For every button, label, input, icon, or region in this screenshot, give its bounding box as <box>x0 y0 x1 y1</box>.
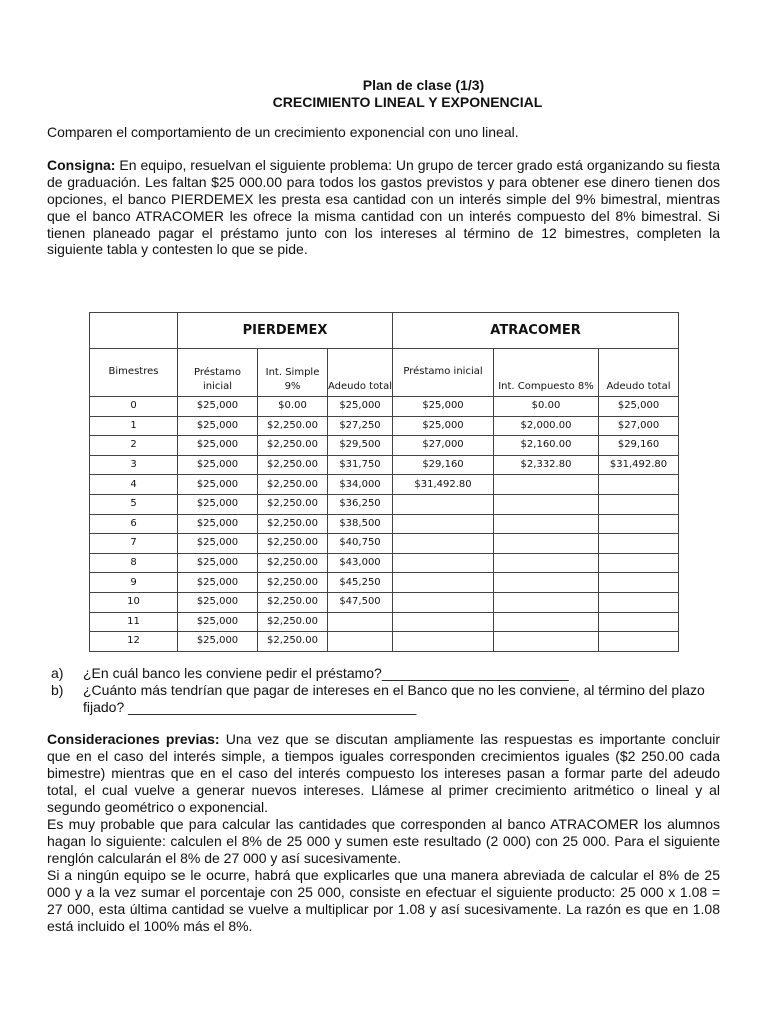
cell-prestamo-pierdemex: $25,000 <box>178 534 258 554</box>
bank-pierdemex-header: PIERDEMEX <box>178 313 393 349</box>
col-prestamo-pierdemex: Préstamo inicial <box>178 349 258 397</box>
consideraciones-text-1: Una vez que se discutan ampliamente las respuestas es importante concluir que en el caso del interés simple, a tiempos iguales corresponden crecimientos iguales ($2 250.00 cada bimestre) mientras que en el caso del interés compuesto los intereses pasan a formar parte del adeudo total, el cual vuelve a generar nuevos intereses. Llámese al primer crecimiento aritmético o lineal y al segundo geométrico o exponencial. <box>47 731 721 815</box>
cell-adeudo-atracomer <box>599 553 679 573</box>
cell-bimestre: 7 <box>90 534 178 554</box>
cell-adeudo-pierdemex <box>328 612 393 632</box>
cell-bimestre: 4 <box>90 475 178 495</box>
cell-interes-simple: $2,250.00 <box>258 632 328 652</box>
consideraciones-section <box>47 731 720 935</box>
table-body <box>90 397 679 652</box>
cell-interes-simple: $0.00 <box>258 397 328 417</box>
consigna-text: En equipo, resuelvan el siguiente problema: Un grupo de tercer grado está organizando su fiesta de graduación. Les faltan $25 000.00 para todos los gastos previstos y para obtener ese dinero tienen dos opciones, el banco PIERDEMEX les presta esa cantidad con un interés simple del 9% bimestral, mientras que el banco ATRACOMER les ofrece la misma cantidad con un interés compuesto del 8% bimestral. Si tienen planeado pagar el préstamo junto con los intereses al término de 12 bimestres, completen la siguiente tabla y contesten lo que se pide. <box>47 156 721 258</box>
cell-adeudo-pierdemex: $40,750 <box>328 534 393 554</box>
table-row <box>90 436 679 456</box>
cell-adeudo-pierdemex: $36,250 <box>328 494 393 514</box>
cell-interes-compuesto <box>494 534 599 554</box>
cell-adeudo-pierdemex: $27,250 <box>328 416 393 436</box>
cell-bimestre: 3 <box>90 455 178 475</box>
cell-prestamo-pierdemex: $25,000 <box>178 632 258 652</box>
cell-bimestre: 5 <box>90 494 178 514</box>
cell-interes-compuesto: $2,332.80 <box>494 455 599 475</box>
cell-interes-simple: $2,250.00 <box>258 573 328 593</box>
cell-prestamo-pierdemex: $25,000 <box>178 573 258 593</box>
cell-prestamo-pierdemex: $25,000 <box>178 397 258 417</box>
cell-prestamo-atracomer <box>393 553 494 573</box>
cell-interes-compuesto: $0.00 <box>494 397 599 417</box>
cell-adeudo-atracomer <box>599 475 679 495</box>
cell-interes-compuesto: $2,160.00 <box>494 436 599 456</box>
cell-interes-compuesto <box>494 553 599 573</box>
cell-bimestre: 0 <box>90 397 178 417</box>
cell-adeudo-atracomer <box>599 494 679 514</box>
cell-prestamo-pierdemex: $25,000 <box>178 455 258 475</box>
col-adeudo-atracomer: Adeudo total <box>599 349 679 397</box>
cell-interes-compuesto <box>494 632 599 652</box>
cell-bimestre: 6 <box>90 514 178 534</box>
cell-adeudo-atracomer <box>599 632 679 652</box>
cell-interes-simple: $2,250.00 <box>258 534 328 554</box>
cell-interes-compuesto <box>494 494 599 514</box>
table-row <box>90 494 679 514</box>
table-row <box>90 553 679 573</box>
cell-adeudo-pierdemex: $34,000 <box>328 475 393 495</box>
topic-title: CRECIMIENTO LINEAL Y EXPONENCIAL <box>272 94 543 110</box>
table-row <box>90 592 679 612</box>
bank-atracomer-header: ATRACOMER <box>393 313 679 349</box>
question-a <box>47 665 720 682</box>
cell-interes-compuesto <box>494 612 599 632</box>
cell-adeudo-atracomer: $29,160 <box>599 436 679 456</box>
cell-prestamo-atracomer <box>393 573 494 593</box>
cell-prestamo-pierdemex: $25,000 <box>178 612 258 632</box>
cell-interes-simple: $2,250.00 <box>258 475 328 495</box>
cell-prestamo-pierdemex: $25,000 <box>178 514 258 534</box>
table-row <box>90 514 679 534</box>
cell-bimestre: 11 <box>90 612 178 632</box>
col-adeudo-pierdemex: Adeudo total <box>328 349 393 397</box>
cell-bimestre: 1 <box>90 416 178 436</box>
cell-prestamo-atracomer <box>393 494 494 514</box>
cell-bimestre: 10 <box>90 592 178 612</box>
question-text: ¿En cuál banco les conviene pedir el préstamo?________________________ <box>83 665 569 681</box>
cell-prestamo-pierdemex: $25,000 <box>178 416 258 436</box>
cell-adeudo-atracomer: $25,000 <box>599 397 679 417</box>
col-prestamo-atracomer: Préstamo inicial <box>393 349 494 397</box>
cell-interes-compuesto <box>494 592 599 612</box>
table-row <box>90 534 679 554</box>
consideraciones-p2: Es muy probable que para calcular las cantidades que corresponden al banco ATRACOMER los alumnos hagan lo siguiente: calculen el 8% de 25 000 y sumen este resultado (2 000) con 25 000. Para el siguiente renglón calcularán el 8% de 27 000 y así sucesivamente. <box>47 816 720 866</box>
cell-adeudo-pierdemex: $43,000 <box>328 553 393 573</box>
cell-prestamo-pierdemex: $25,000 <box>178 436 258 456</box>
cell-interes-simple: $2,250.00 <box>258 514 328 534</box>
cell-interes-compuesto <box>494 514 599 534</box>
cell-interes-simple: $2,250.00 <box>258 612 328 632</box>
cell-bimestre: 8 <box>90 553 178 573</box>
cell-interes-simple: $2,250.00 <box>258 455 328 475</box>
table-row <box>90 632 679 652</box>
question-label: b) <box>51 682 64 698</box>
question-b <box>47 682 720 716</box>
cell-adeudo-pierdemex: $31,750 <box>328 455 393 475</box>
cell-interes-compuesto <box>494 475 599 495</box>
cell-prestamo-atracomer: $27,000 <box>393 436 494 456</box>
intro-paragraph: Comparen el comportamiento de un crecimiento exponencial con uno lineal. <box>47 124 519 140</box>
cell-interes-simple: $2,250.00 <box>258 436 328 456</box>
cell-adeudo-atracomer <box>599 612 679 632</box>
cell-adeudo-pierdemex: $45,250 <box>328 573 393 593</box>
cell-adeudo-atracomer <box>599 534 679 554</box>
cell-prestamo-pierdemex: $25,000 <box>178 494 258 514</box>
cell-prestamo-atracomer <box>393 592 494 612</box>
cell-prestamo-atracomer <box>393 632 494 652</box>
consideraciones-label: Consideraciones previas: <box>47 731 220 747</box>
table-row <box>90 573 679 593</box>
cell-adeudo-pierdemex: $38,500 <box>328 514 393 534</box>
cell-adeudo-pierdemex: $47,500 <box>328 592 393 612</box>
cell-adeudo-atracomer: $31,492.80 <box>599 455 679 475</box>
cell-prestamo-atracomer: $31,492.80 <box>393 475 494 495</box>
cell-adeudo-pierdemex: $25,000 <box>328 397 393 417</box>
consideraciones-p1 <box>47 731 720 816</box>
cell-interes-compuesto <box>494 573 599 593</box>
cell-adeudo-atracomer <box>599 514 679 534</box>
cell-interes-simple: $2,250.00 <box>258 494 328 514</box>
document-page <box>47 77 721 934</box>
col-interes-compuesto: Int. Compuesto 8% <box>494 349 599 397</box>
col-bimestres: Bimestres <box>90 349 178 397</box>
cell-prestamo-atracomer: $29,160 <box>393 455 494 475</box>
table-row <box>90 455 679 475</box>
blank-corner-cell <box>90 313 178 349</box>
cell-prestamo-atracomer <box>393 514 494 534</box>
cell-prestamo-pierdemex: $25,000 <box>178 592 258 612</box>
cell-adeudo-atracomer <box>599 592 679 612</box>
cell-interes-simple: $2,250.00 <box>258 416 328 436</box>
cell-adeudo-pierdemex <box>328 632 393 652</box>
cell-prestamo-atracomer <box>393 612 494 632</box>
table-row <box>90 475 679 495</box>
lesson-plan-title: Plan de clase (1/3) <box>362 77 485 93</box>
col-interes-simple: Int. Simple 9% <box>258 349 328 397</box>
consigna-label: Consigna: <box>47 156 116 173</box>
table-row <box>90 397 679 417</box>
loan-comparison-table <box>89 312 679 652</box>
cell-interes-compuesto: $2,000.00 <box>494 416 599 436</box>
cell-bimestre: 9 <box>90 573 178 593</box>
table-row <box>90 416 679 436</box>
cell-bimestre: 12 <box>90 632 178 652</box>
cell-prestamo-pierdemex: $25,000 <box>178 553 258 573</box>
cell-prestamo-atracomer: $25,000 <box>393 397 494 417</box>
cell-adeudo-atracomer: $27,000 <box>599 416 679 436</box>
questions-list <box>47 665 720 716</box>
cell-prestamo-atracomer <box>393 534 494 554</box>
cell-interes-simple: $2,250.00 <box>258 592 328 612</box>
cell-prestamo-atracomer: $25,000 <box>393 416 494 436</box>
consideraciones-p3: Si a ningún equipo se le ocurre, habrá que explicarles que una manera abreviada de calcular el 8% de 25 000 y a la vez sumar el porcentaje con 25 000, consiste en efectuar el siguiente producto: 25 000 x 1.08 = 27 000, esta última cantidad se vuelve a multiplicar por 1.08 y así sucesivamente. La razón es que en 1.08 está incluido el 100% más el 8%. <box>47 867 720 934</box>
cell-bimestre: 2 <box>90 436 178 456</box>
consigna-paragraph <box>47 157 720 258</box>
table-row <box>90 612 679 632</box>
cell-prestamo-pierdemex: $25,000 <box>178 475 258 495</box>
question-text: ¿Cuánto más tendrían que pagar de intereses en el Banco que no les conviene, al término del plazo fijado? _____________________________________ <box>83 682 705 715</box>
cell-adeudo-atracomer <box>599 573 679 593</box>
cell-adeudo-pierdemex: $29,500 <box>328 436 393 456</box>
cell-interes-simple: $2,250.00 <box>258 553 328 573</box>
question-label: a) <box>51 665 64 681</box>
